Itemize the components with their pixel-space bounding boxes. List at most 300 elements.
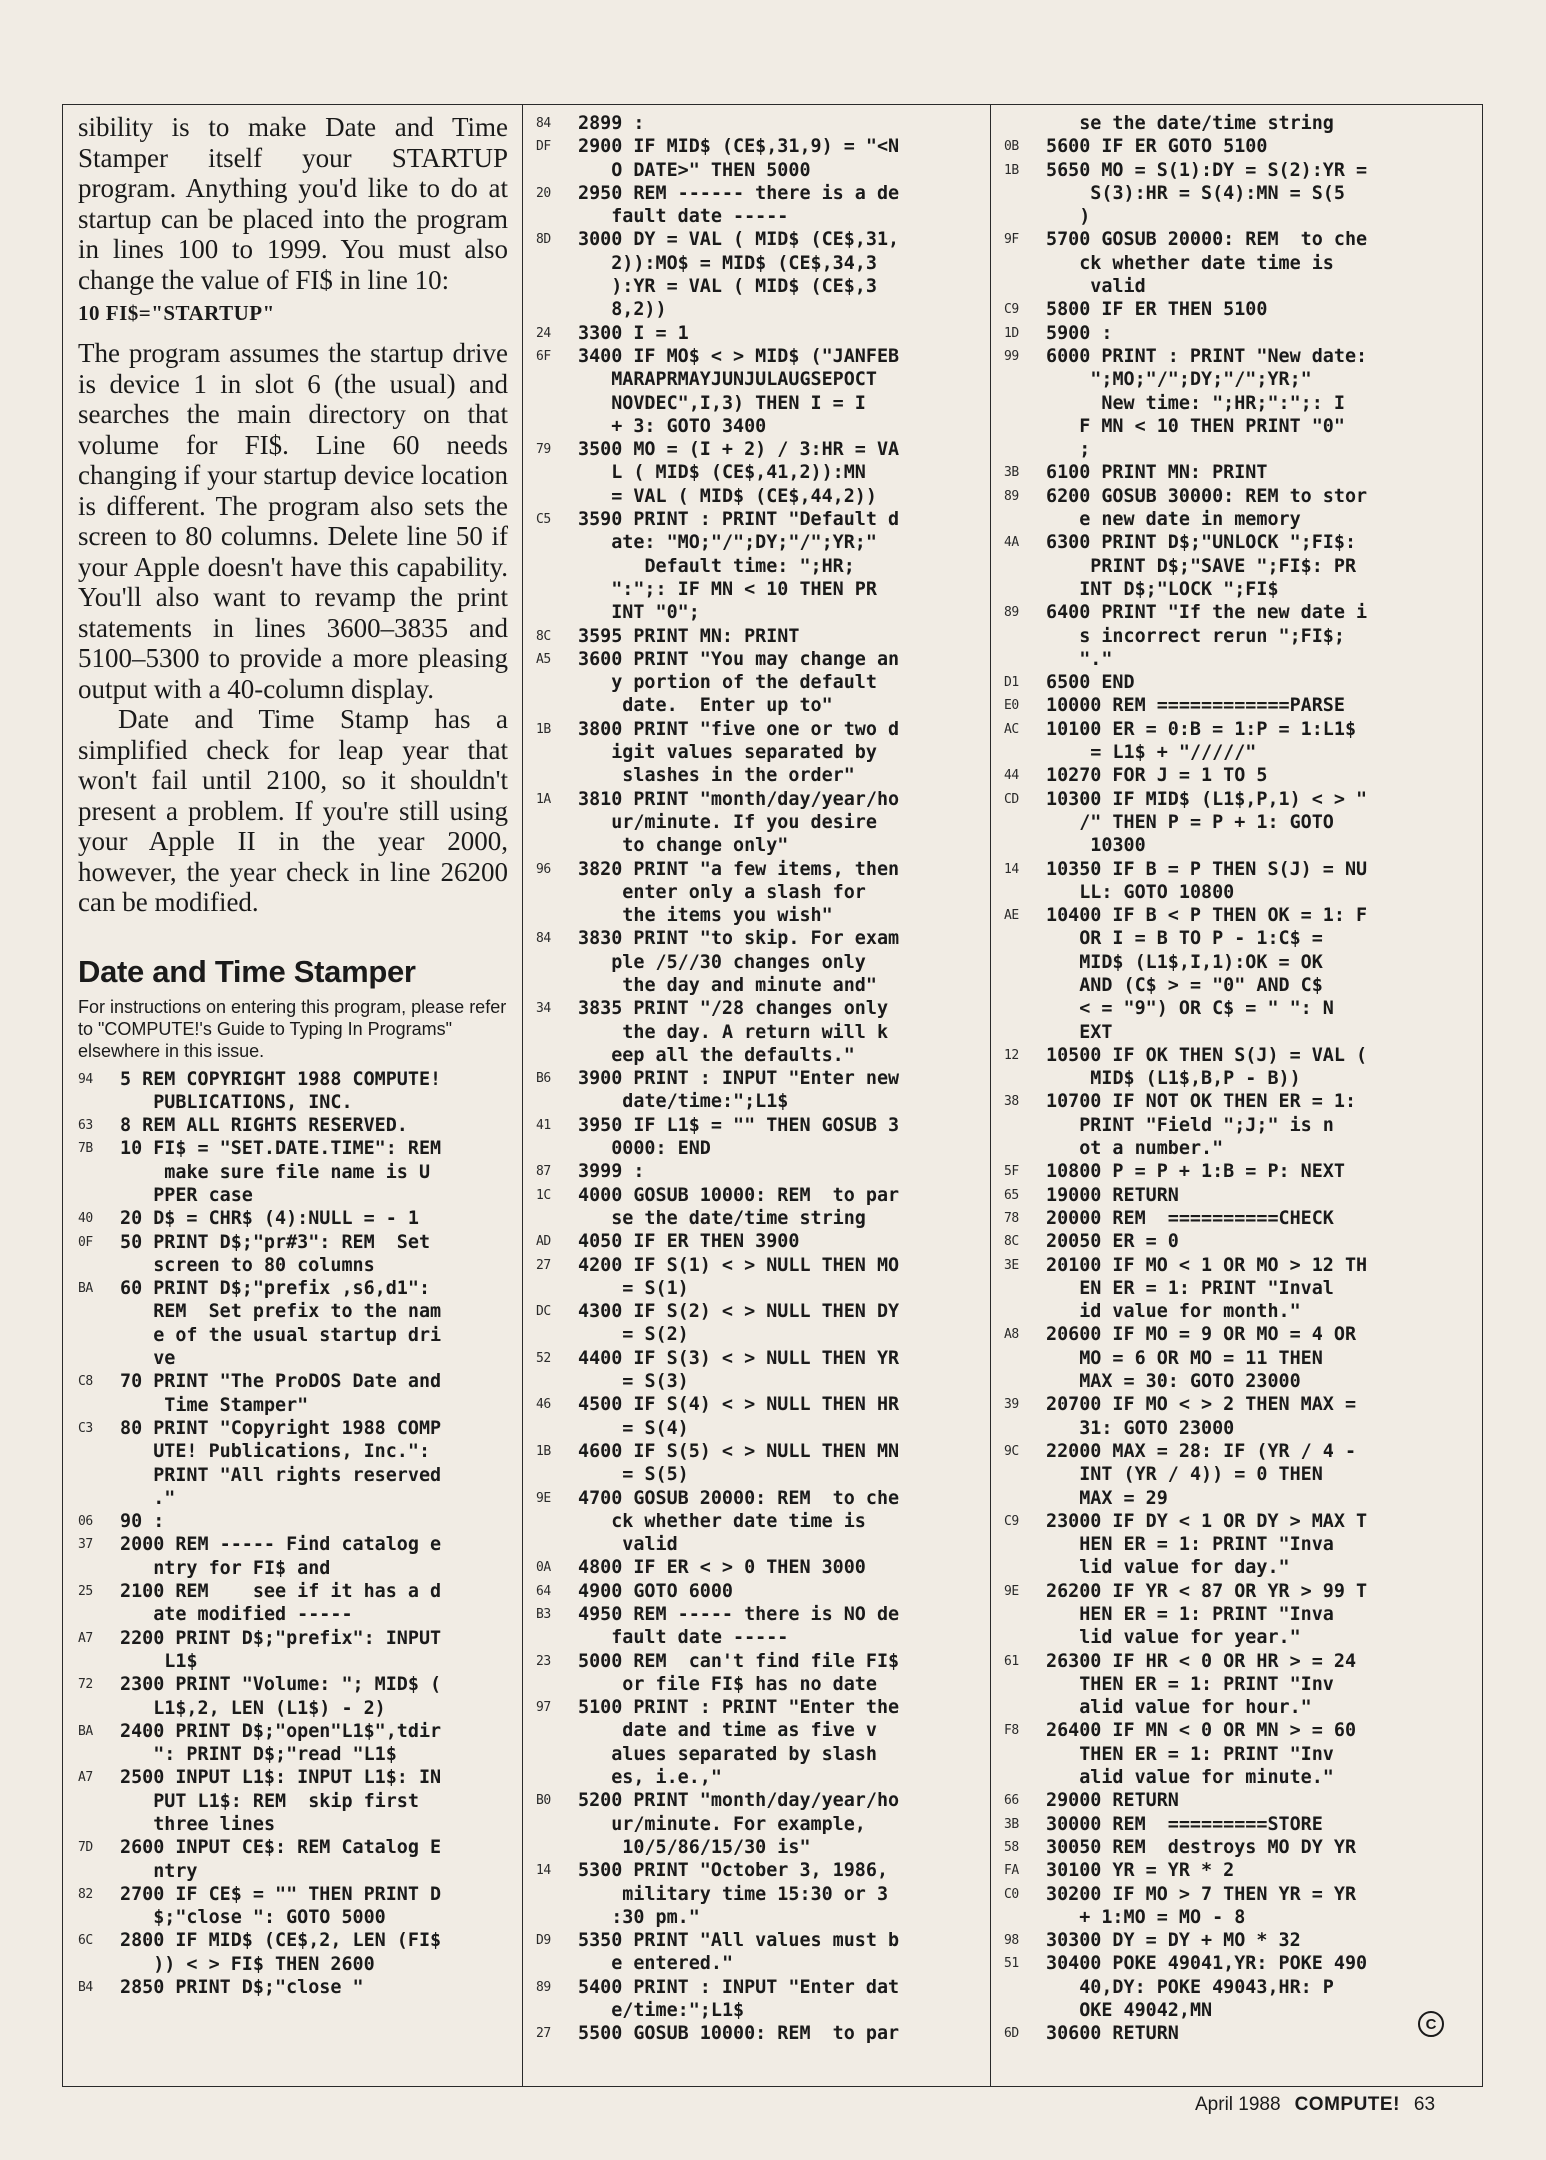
checksum: A5	[536, 651, 551, 667]
code-line	[1004, 1440, 1470, 1510]
checksum: 40	[78, 1211, 93, 1227]
checksum: 52	[536, 1350, 551, 1366]
code-text: 4400 IF S(3) < > NULL THEN YR = S(3)	[578, 1347, 900, 1393]
checksum: 63	[78, 1118, 93, 1134]
code-text: 5350 PRINT "All values must b e entered."	[578, 1930, 900, 1975]
code-line	[1004, 788, 1470, 858]
code-text: 4300 IF S(2) < > NULL THEN DY = S(2)	[578, 1301, 900, 1346]
code-text: 2300 PRINT "Volume: "; MID$ ( L1$,2, LEN (L1$) - 2)	[120, 1674, 442, 1719]
column-divider	[522, 104, 523, 2087]
checksum: 3B	[1004, 465, 1019, 481]
code-line	[78, 1883, 508, 1930]
code-text: 3590 PRINT : PRINT "Default d ate: "MO;"/";DY;"/";YR;" Default time: ";HR; ":";: IF MN < 10 THEN PR INT "0";	[578, 509, 900, 624]
code-text: 20 D$ = CHR$ (4):NULL = - 1	[120, 1208, 419, 1230]
code-text: 10300 IF MID$ (L1$,P,1) < > " /" THEN P = P + 1: GOTO 10300	[1046, 788, 1368, 857]
code-text: 20100 IF MO < 1 OR MO > 12 TH EN ER = 1: PRINT "Inval id value for month."	[1046, 1254, 1368, 1323]
checksum: 78	[1004, 1210, 1019, 1226]
code-text: 6400 PRINT "If the new date i s incorrect rerun ";FI$; "."	[1046, 602, 1368, 670]
checksum: 4A	[1004, 535, 1019, 551]
checksum: 41	[536, 1117, 551, 1133]
code-line	[1004, 159, 1470, 229]
checksum: 14	[536, 1863, 551, 1879]
code-line	[1004, 1160, 1470, 1183]
checksum: 9C	[1004, 1443, 1019, 1459]
code-line	[536, 788, 976, 858]
checksum: 99	[1004, 348, 1019, 364]
code-line	[536, 182, 976, 229]
code-line	[78, 1231, 508, 1278]
checksum: 58	[1004, 1839, 1019, 1855]
example-code-line: 10 FI$="STARTUP"	[78, 301, 275, 325]
code-line	[536, 135, 976, 182]
checksum: B4	[78, 1980, 93, 1996]
code-text: 5100 PRINT : PRINT "Enter the date and time as five v alues separated by slash es, i.e.,"	[578, 1697, 900, 1789]
code-line	[536, 1976, 976, 2023]
checksum: AD	[536, 1234, 551, 1250]
code-text: 4500 IF S(4) < > NULL THEN HR = S(4)	[578, 1394, 900, 1439]
code-line	[78, 1114, 508, 1137]
code-line	[78, 1673, 508, 1720]
code-text: 6500 END	[1046, 672, 1135, 694]
code-line	[1004, 1044, 1470, 1091]
code-line	[78, 1766, 508, 1836]
code-text: 30100 YR = YR * 2	[1046, 1860, 1235, 1882]
code-text: 3835 PRINT "/28 changes only the day. A return will k eep all the defaults."	[578, 998, 889, 1066]
code-text: 4900 GOTO 6000	[578, 1580, 734, 1602]
code-text: 2850 PRINT D$;"close "	[120, 1977, 364, 1999]
checksum: AE	[1004, 908, 1019, 924]
code-text: 2700 IF CE$ = "" THEN PRINT D $;"close ": GOTO 5000	[120, 1883, 442, 1929]
checksum: BA	[78, 1723, 93, 1739]
checksum: 14	[1004, 861, 1019, 877]
code-text: 4050 IF ER THEN 3900	[578, 1231, 800, 1253]
code-text: 26400 IF MN < 0 OR MN > = 60 THEN ER = 1: PRINT "Inv alid value for minute."	[1046, 1720, 1357, 1789]
code-text: 5 REM COPYRIGHT 1988 COMPUTE! PUBLICATIONS, INC.	[120, 1068, 442, 1113]
checksum: 5F	[1004, 1164, 1019, 1180]
code-text: 30300 DY = DY + MO * 32	[1046, 1930, 1301, 1952]
code-line	[78, 1720, 508, 1767]
code-text: 2000 REM ----- Find catalog e ntry for FI$ and	[120, 1534, 442, 1579]
checksum: 89	[1004, 488, 1019, 504]
code-line	[1004, 764, 1470, 787]
code-line	[1004, 1393, 1470, 1440]
code-line	[1004, 718, 1470, 765]
checksum: 6C	[78, 1933, 93, 1949]
code-line	[1004, 112, 1470, 135]
code-text: 30050 REM destroys MO DY YR	[1046, 1836, 1357, 1858]
code-line	[1004, 858, 1470, 905]
code-text: 3950 IF L1$ = "" THEN GOSUB 3 0000: END	[578, 1114, 900, 1160]
code-text: 5000 REM can't find file FI$ or file FI$ has no date	[578, 1650, 900, 1695]
checksum: 1C	[536, 1187, 551, 1203]
code-text: 20000 REM ==========CHECK	[1046, 1207, 1334, 1229]
prose-paragraph: Date and Time Stamp has a simplified check for leap year that won't fail until 2100, so it shouldn't present a problem. If you're still using your Apple II in the year 2000, however, the year check in line 26200 can be modified.	[78, 704, 508, 917]
code-line	[1004, 1719, 1470, 1789]
code-line	[78, 1580, 508, 1627]
code-line	[536, 625, 976, 648]
code-line	[78, 1533, 508, 1580]
code-line	[536, 345, 976, 438]
code-line	[1004, 1207, 1470, 1230]
article-prose	[78, 112, 508, 295]
checksum: 6F	[536, 348, 551, 364]
code-line	[1004, 671, 1470, 694]
checksum: 79	[536, 442, 551, 458]
checksum: E0	[1004, 698, 1019, 714]
code-line	[536, 1393, 976, 1440]
code-line	[1004, 298, 1470, 321]
checksum: 89	[1004, 605, 1019, 621]
code-line	[536, 1440, 976, 1487]
code-line	[1004, 1929, 1470, 1952]
code-line	[78, 1417, 508, 1510]
code-line	[536, 858, 976, 928]
code-text: 5500 GOSUB 10000: REM to par	[578, 2023, 900, 2045]
code-line	[1004, 1184, 1470, 1207]
checksum: 9F	[1004, 232, 1019, 248]
code-line	[1004, 461, 1470, 484]
code-line	[1004, 322, 1470, 345]
code-text: 3820 PRINT "a few items, then enter only a slash for the items you wish"	[578, 858, 900, 927]
code-text: 4950 REM ----- there is NO de fault date -----	[578, 1604, 900, 1649]
checksum: 23	[536, 1653, 551, 1669]
code-text: 60 PRINT D$;"prefix ,s6,d1": REM Set prefix to the nam e of the usual startup dri ve	[120, 1278, 442, 1370]
checksum: CD	[1004, 791, 1019, 807]
code-text: 10500 IF OK THEN S(J) = VAL ( MID$ (L1$,B,P - B))	[1046, 1044, 1368, 1090]
code-line	[1004, 1813, 1470, 1836]
checksum: 66	[1004, 1793, 1019, 1809]
code-text: 3500 MO = (I + 2) / 3:HR = VA L ( MID$ (CE$,41,2)):MN = VAL ( MID$ (CE$,44,2))	[578, 439, 900, 507]
program-listing	[1004, 112, 1470, 2046]
checksum: B0	[536, 1793, 551, 1809]
code-line	[1004, 345, 1470, 461]
checksum: A7	[78, 1770, 93, 1786]
checksum: C5	[536, 512, 551, 528]
checksum: 7D	[78, 1840, 93, 1856]
code-line	[1004, 1650, 1470, 1720]
code-line	[536, 2022, 976, 2045]
checksum: 12	[1004, 1047, 1019, 1063]
code-text: 5700 GOSUB 20000: REM to che ck whether date time is valid	[1046, 229, 1368, 298]
code-text: 5400 PRINT : INPUT "Enter dat e/time:";L1$	[578, 1976, 900, 2022]
code-text: 4000 GOSUB 10000: REM to par se the date/time string	[578, 1184, 900, 1229]
end-of-listing-mark: C	[1418, 2011, 1444, 2037]
code-line	[536, 718, 976, 788]
code-line	[536, 1487, 976, 1557]
code-line	[78, 1510, 508, 1533]
code-line	[536, 1696, 976, 1789]
checksum: 72	[78, 1677, 93, 1693]
checksum: 8D	[536, 232, 551, 248]
code-line	[536, 322, 976, 345]
code-line	[536, 1603, 976, 1650]
code-text: 8 REM ALL RIGHTS RESERVED.	[120, 1115, 408, 1137]
checksum: 1B	[536, 1443, 551, 1459]
column-2	[536, 112, 976, 2046]
code-text: 30200 IF MO > 7 THEN YR = YR + 1:MO = MO - 8	[1046, 1883, 1357, 1928]
code-text: 4600 IF S(5) < > NULL THEN MN = S(5)	[578, 1440, 900, 1486]
column-divider	[990, 104, 991, 2087]
code-text: 20600 IF MO = 9 OR MO = 4 OR MO = 6 OR MO = 11 THEN MAX = 30: GOTO 23000	[1046, 1324, 1357, 1393]
column-1	[78, 112, 508, 1999]
code-text: 3810 PRINT "month/day/year/ho ur/minute. If you desire to change only"	[578, 788, 900, 857]
code-text: 5200 PRINT "month/day/year/ho ur/minute. For example, 10/5/86/15/30 is"	[578, 1790, 900, 1858]
code-text: 2500 INPUT L1$: INPUT L1$: IN PUT L1$: REM skip first three lines	[120, 1767, 442, 1835]
checksum: 1D	[1004, 325, 1019, 341]
checksum: D1	[1004, 675, 1019, 691]
checksum: 0F	[78, 1234, 93, 1250]
code-line	[78, 1277, 508, 1370]
code-line	[1004, 1510, 1470, 1580]
code-text: 5800 IF ER THEN 5100	[1046, 299, 1268, 321]
checksum: C0	[1004, 1886, 1019, 1902]
code-text: 30000 REM =========STORE	[1046, 1813, 1323, 1835]
checksum: 46	[536, 1397, 551, 1413]
code-text: 10 FI$ = "SET.DATE.TIME": REM make sure file name is U PPER case	[120, 1138, 442, 1206]
code-text: 30600 RETURN	[1046, 2023, 1179, 2045]
checksum: 89	[536, 1979, 551, 1995]
checksum: F8	[1004, 1723, 1019, 1739]
checksum: 39	[1004, 1397, 1019, 1413]
program-listing	[78, 1068, 508, 2000]
checksum: C9	[1004, 1513, 1019, 1529]
code-text: 5600 IF ER GOTO 5100	[1046, 136, 1268, 158]
code-text: 3000 DY = VAL ( MID$ (CE$,31, 2)):MO$ = MID$ (CE$,34,3 ):YR = VAL ( MID$ (CE$,3 8,2))	[578, 229, 900, 321]
code-line	[1004, 531, 1470, 601]
program-listing	[536, 112, 976, 2046]
code-line	[78, 1976, 508, 1999]
code-text: 3999 :	[578, 1161, 645, 1183]
code-text: 3400 IF MO$ < > MID$ ("JANFEB MARAPRMAYJUNJULAUGSEPOCT NOVDEC",I,3) THEN I = I + 3: GOTO 3400	[578, 345, 900, 437]
code-text: 10270 FOR J = 1 TO 5	[1046, 765, 1268, 787]
checksum: 27	[536, 2026, 551, 2042]
checksum: 61	[1004, 1653, 1019, 1669]
code-line	[536, 648, 976, 718]
checksum: 9E	[536, 1490, 551, 1506]
checksum: 1A	[536, 791, 551, 807]
code-line	[536, 997, 976, 1067]
checksum: C3	[78, 1420, 93, 1436]
checksum: 0B	[1004, 139, 1019, 155]
page-footer	[1195, 2094, 1485, 2116]
code-line	[536, 508, 976, 624]
checksum: B3	[536, 1607, 551, 1622]
checksum: C9	[1004, 302, 1019, 318]
code-text: 70 PRINT "The ProDOS Date and Time Stamper"	[120, 1371, 442, 1416]
checksum: 0A	[536, 1560, 551, 1576]
code-line	[1004, 1952, 1470, 2022]
code-line	[536, 1230, 976, 1253]
checksum: D9	[536, 1933, 551, 1949]
code-text: 3300 I = 1	[578, 322, 689, 344]
code-text: 5650 MO = S(1):DY = S(2):YR = S(3):HR = S(4):MN = S(5 )	[1046, 159, 1368, 228]
checksum: 64	[536, 1583, 551, 1599]
column-3	[1004, 112, 1470, 2046]
code-line	[536, 1114, 976, 1161]
article-prose-continued	[78, 338, 508, 918]
listing-title: Date and Time Stamper	[78, 953, 416, 989]
checksum: 87	[536, 1164, 551, 1180]
typing-instructions: For instructions on entering this program, please refer to "COMPUTE!'s Guide to Typing In Programs" elsewhere in this issue.	[78, 996, 507, 1061]
code-line	[1004, 1323, 1470, 1393]
code-line	[536, 927, 976, 997]
page-number: 63	[1413, 2094, 1436, 2115]
prose-paragraph: sibility is to make Date and Time Stamper itself your STARTUP program. Anything you'd like to do at startup can be placed into the program in lines 100 to 1999. You must also change the value of FI$ in line 10:	[78, 112, 508, 295]
code-text: 3900 PRINT : INPUT "Enter new date/time:";L1$	[578, 1068, 900, 1113]
code-line	[78, 1929, 508, 1976]
checksum: 34	[536, 1001, 551, 1017]
code-text: 90 :	[120, 1511, 165, 1533]
code-text: 30400 POKE 49041,YR: POKE 490 40,DY: POKE 49043,HR: P OKE 49042,MN	[1046, 1953, 1368, 2022]
code-text: 6200 GOSUB 30000: REM to stor e new date in memory	[1046, 485, 1368, 531]
code-text: 10000 REM ============PARSE	[1046, 695, 1345, 717]
code-line	[536, 1929, 976, 1976]
code-text: 5300 PRINT "October 3, 1986, military time 15:30 or 3 :30 pm."	[578, 1860, 889, 1928]
code-line	[78, 1836, 508, 1883]
code-text: 19000 RETURN	[1046, 1184, 1179, 1206]
code-line	[536, 438, 976, 508]
checksum: A8	[1004, 1327, 1019, 1343]
code-line	[1004, 1883, 1470, 1930]
code-text: 4800 IF ER < > 0 THEN 3000	[578, 1557, 866, 1579]
code-line	[1004, 1254, 1470, 1324]
code-line	[1004, 1580, 1470, 1650]
checksum: C8	[78, 1374, 93, 1390]
checksum: 97	[536, 1700, 551, 1716]
code-text: se the date/time string	[1046, 113, 1334, 134]
code-text: 10700 IF NOT OK THEN ER = 1: PRINT "Field ";J;" is n ot a number."	[1046, 1091, 1357, 1160]
code-line	[536, 1160, 976, 1183]
code-line	[536, 1067, 976, 1114]
checksum: 8C	[536, 628, 551, 644]
page-bottom-rule	[62, 2086, 1483, 2087]
code-line	[536, 1580, 976, 1603]
code-text: 2100 REM see if it has a d ate modified -----	[120, 1581, 442, 1626]
code-text: 29000 RETURN	[1046, 1790, 1179, 1812]
code-line	[1004, 485, 1470, 532]
checksum: 37	[78, 1537, 93, 1553]
checksum: 9E	[1004, 1583, 1019, 1599]
code-line	[1004, 1789, 1470, 1812]
code-text: 3830 PRINT "to skip. For exam ple /5//30 changes only the day and minute and"	[578, 928, 900, 996]
checksum: 6D	[1004, 2026, 1019, 2042]
checksum: 27	[536, 1257, 551, 1273]
checksum: 24	[536, 325, 551, 341]
checksum: 20	[536, 185, 551, 201]
code-line	[78, 1137, 508, 1207]
code-text: 10100 ER = 0:B = 1:P = 1:L1$ = L1$ + "/////"	[1046, 718, 1357, 764]
code-text: 2200 PRINT D$;"prefix": INPUT L1$	[120, 1627, 442, 1672]
code-line	[1004, 904, 1470, 1044]
checksum: 44	[1004, 768, 1019, 784]
code-line	[78, 1627, 508, 1674]
code-line	[536, 1300, 976, 1347]
code-line	[1004, 601, 1470, 671]
checksum: B6	[536, 1071, 551, 1087]
code-text: 80 PRINT "Copyright 1988 COMP UTE! Publications, Inc.": PRINT "All rights reserved ."	[120, 1417, 442, 1509]
checksum: DF	[536, 139, 551, 155]
code-text: 26300 IF HR < 0 OR HR > = 24 THEN ER = 1: PRINT "Inv alid value for hour."	[1046, 1650, 1357, 1719]
code-text: 3600 PRINT "You may change an y portion of the default date. Enter up to"	[578, 648, 900, 717]
code-line	[536, 1254, 976, 1301]
checksum: 3B	[1004, 1816, 1019, 1832]
code-text: 26200 IF YR < 87 OR YR > 99 T HEN ER = 1: PRINT "Inva lid value for year."	[1046, 1580, 1368, 1649]
code-text: 2800 IF MID$ (CE$,2, LEN (FI$ )) < > FI$ THEN 2600	[120, 1930, 442, 1975]
code-text: 2950 REM ------ there is a de fault date -----	[578, 182, 900, 228]
checksum: DC	[536, 1304, 551, 1320]
code-line	[1004, 228, 1470, 298]
code-text: 2900 IF MID$ (CE$,31,9) = "<N O DATE>" THEN 5000	[578, 136, 900, 181]
code-text: 10400 IF B < P THEN OK = 1: F OR I = B TO P - 1:C$ = MID$ (L1$,I,1):OK = OK AND (C$ > = "0" AND C$ < = "9") OR C$ = " ": N EXT	[1046, 905, 1368, 1043]
code-line	[536, 1859, 976, 1929]
code-text: 6300 PRINT D$;"UNLOCK ";FI$: PRINT D$;"SAVE ";FI$: PR INT D$;"LOCK ";FI$	[1046, 532, 1357, 600]
code-text: 6000 PRINT : PRINT "New date: ";MO;"/";DY;"/";YR;" New time: ";HR;":";: I F MN < 10 THEN PRINT "0" ;	[1046, 345, 1368, 461]
checksum: 25	[78, 1584, 93, 1600]
code-text: 6100 PRINT MN: PRINT	[1046, 462, 1268, 484]
issue-date: April 1988	[1195, 2094, 1281, 2115]
code-line	[536, 228, 976, 321]
code-line	[1004, 1836, 1470, 1859]
checksum: 84	[536, 116, 551, 131]
checksum: 1B	[1004, 162, 1019, 178]
code-line	[536, 1789, 976, 1859]
code-text: 3800 PRINT "five one or two d igit values separated by slashes in the order"	[578, 718, 900, 787]
code-text: 20050 ER = 0	[1046, 1231, 1179, 1253]
prose-paragraph: The program assumes the startup drive is device 1 in slot 6 (the usual) and searches the main directory on that volume for FI$. Line 60 needs changing if your startup device location is different. The program also sets the screen to 80 columns. Delete line 50 if your Apple doesn't have this capability. You'll also want to revamp the print statements in lines 3600–3835 and 5100–5300 to provide a more pleasing output with a 40-column display.	[78, 338, 508, 704]
code-line	[1004, 1230, 1470, 1253]
code-line	[1004, 2022, 1470, 2045]
code-line	[536, 1184, 976, 1231]
code-line	[1004, 1859, 1470, 1882]
code-text: 20700 IF MO < > 2 THEN MAX = 31: GOTO 23000	[1046, 1394, 1357, 1439]
code-line	[1004, 694, 1470, 717]
checksum: FA	[1004, 1863, 1019, 1879]
checksum: BA	[78, 1281, 93, 1297]
checksum: 38	[1004, 1094, 1019, 1110]
magazine-name: COMPUTE!	[1294, 2094, 1400, 2115]
checksum: A7	[78, 1630, 93, 1646]
code-text: 4200 IF S(1) < > NULL THEN MO = S(1)	[578, 1254, 900, 1299]
code-line	[536, 1650, 976, 1697]
code-text: 10350 IF B = P THEN S(J) = NU LL: GOTO 10800	[1046, 858, 1368, 903]
code-line	[1004, 135, 1470, 158]
checksum: 8C	[1004, 1234, 1019, 1250]
code-line	[78, 1207, 508, 1230]
checksum: 1B	[536, 721, 551, 737]
code-text: 10800 P = P + 1:B = P: NEXT	[1046, 1161, 1345, 1183]
code-text: 4700 GOSUB 20000: REM to che ck whether date time is valid	[578, 1487, 900, 1556]
code-line	[536, 1556, 976, 1579]
checksum: 7B	[78, 1141, 93, 1157]
code-text: 5900 :	[1046, 322, 1113, 344]
checksum: AC	[1004, 721, 1019, 737]
code-line	[536, 112, 976, 135]
code-line	[78, 1068, 508, 1115]
checksum: 98	[1004, 1933, 1019, 1949]
code-text: 2899 :	[578, 113, 645, 134]
checksum: 3E	[1004, 1257, 1019, 1273]
code-text: 3595 PRINT MN: PRINT	[578, 625, 800, 647]
code-line	[536, 1347, 976, 1394]
checksum: 84	[536, 931, 551, 947]
checksum: 82	[78, 1886, 93, 1902]
checksum: 94	[78, 1071, 93, 1087]
code-text: 50 PRINT D$;"pr#3": REM Set screen to 80 columns	[120, 1231, 431, 1276]
checksum: 65	[1004, 1187, 1019, 1203]
code-text: 22000 MAX = 28: IF (YR / 4 - INT (YR / 4)) = 0 THEN MAX = 29	[1046, 1440, 1357, 1509]
code-text: 23000 IF DY < 1 OR DY > MAX T HEN ER = 1: PRINT "Inva lid value for day."	[1046, 1510, 1368, 1579]
code-line	[78, 1370, 508, 1417]
